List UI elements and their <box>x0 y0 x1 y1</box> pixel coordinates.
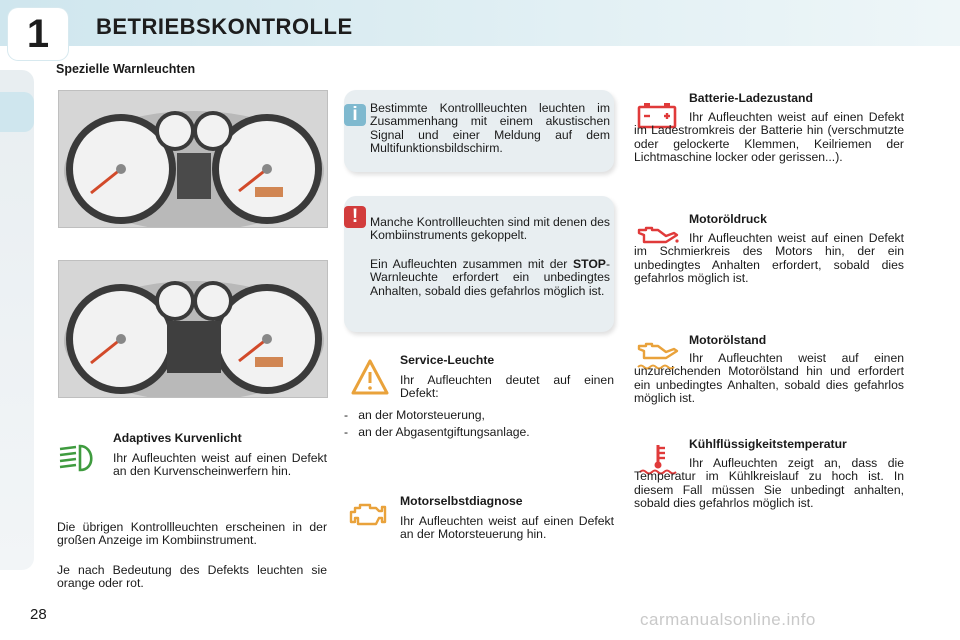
warning-icon: ! <box>344 206 366 228</box>
stop-label: STOP <box>572 257 606 271</box>
instrument-cluster-image-top <box>58 90 328 228</box>
page-title: BETRIEBSKONTROLLE <box>96 14 353 39</box>
section-heading: Spezielle Warnleuchten <box>56 62 196 76</box>
instrument-cluster-image-bottom <box>58 260 328 398</box>
chapter-badge <box>8 8 68 60</box>
coolant-heading: Kühlflüssigkeitstemperatur <box>689 437 847 451</box>
chapter-number: 1 <box>26 11 50 56</box>
coolant-text: Ihr Aufleuchten zeigt an, dass die Temperatur im Kühlkreislauf zu hoch ist. In diesem Fall müssen Sie unbedingt anhalten, sobald dies gefahrlos möglich ist. <box>634 456 904 511</box>
oil-level-heading: Motorölstand <box>689 333 767 347</box>
adaptive-heading: Adaptives Kurvenlicht <box>113 431 242 445</box>
watermark: carmanualsonline.info <box>640 610 816 629</box>
warning-box-para1: Manche Kontrollleuchten sind mit denen des Kombiinstruments gekoppelt. <box>370 215 610 243</box>
other-lights-para1: Die übrigen Kontrollleuchten erscheinen in der großen Anzeige im Kombiinstrument. <box>57 520 327 548</box>
service-text: Ihr Aufleuchten deutet auf einen Defekt: <box>400 373 614 401</box>
battery-heading: Batterie-Ladezustand <box>689 91 813 105</box>
service-heading: Service-Leuchte <box>400 353 495 367</box>
service-warning-icon <box>350 358 390 396</box>
side-tab-active <box>0 92 34 132</box>
adaptive-headlight-icon <box>58 443 100 473</box>
warning-box-para2: Ein Aufleuchten zusammen mit der STOP-Warnleuchte erfordert ein unbedingtes Anhalten, sobald dies gefahrlos möglich ist. <box>370 257 610 298</box>
other-lights-para2: Je nach Bedeutung des Defekts leuchten sie orange oder rot. <box>57 563 327 591</box>
side-tab <box>0 70 34 570</box>
adaptive-text: Ihr Aufleuchten weist auf einen Defekt an den Kurvenscheinwerfern hin. <box>113 451 327 479</box>
info-icon: i <box>344 104 366 126</box>
oil-pressure-text: Ihr Aufleuchten weist auf einen Defekt im Schmierkreis des Motors hin, der ein unbedingtes Anhalten erfordert, sobald dies gefahrlos möglich ist. <box>634 231 904 286</box>
info-box-text: Bestimmte Kontrollleuchten leuchten im Zusammenhang mit einem akustischen Signal und einer Meldung auf dem Multifunktionsbildschirm. <box>370 101 610 156</box>
selfdiag-text: Ihr Aufleuchten weist auf einen Defekt an der Motorsteuerung hin. <box>400 514 614 542</box>
selfdiag-heading: Motorselbstdiagnose <box>400 494 523 508</box>
service-bullet-2: - an der Abgasentgiftungsanlage. <box>344 425 530 439</box>
engine-diagnosis-icon <box>348 500 388 530</box>
oil-pressure-heading: Motoröldruck <box>689 212 767 226</box>
oil-level-text: Ihr Aufleuchten weist auf einen unzureichenden Motorölstand hin und erfordert ein unbedingtes Anhalten, sobald dies gefahrlos möglich ist. <box>634 351 904 406</box>
battery-text: Ihr Aufleuchten weist auf einen Defekt im Ladestromkreis der Batterie hin (verschmutzte oder gelockerte Klemmen, Keilriemen der Lichtmaschine locker oder gerissen...). <box>634 110 904 165</box>
page-number: 28 <box>30 606 47 623</box>
service-bullet-1: - an der Motorsteuerung, <box>344 408 485 422</box>
